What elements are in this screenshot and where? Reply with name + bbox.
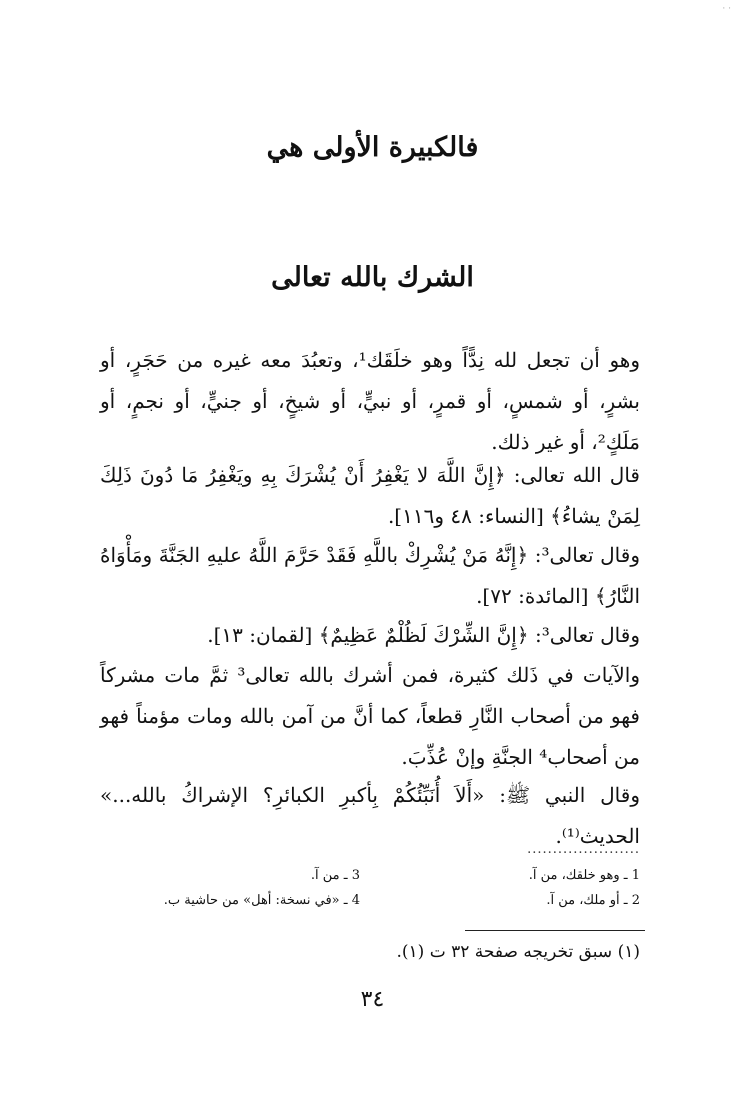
paragraph-verse-nisa: قال الله تعالى: ﴿إِنَّ اللَّهَ لا يَغْفِرُ أَنْ يُشْرَكَ بِهِ ويَغْفِرُ مَا دُونَ ذَلِكَ لِمَنْ يشاءُ﴾ [النساء: ٤٨ و١١٦]. [100, 463, 640, 528]
variant-note-1: 1 ـ وهو خلقك، من آ. [528, 868, 640, 883]
page-number: ٣٤ [360, 987, 385, 1012]
chapter-title: فالكبيرة الأولى هي [266, 132, 479, 163]
footnote-rule [465, 930, 645, 931]
paragraph-verse-maidah: وقال تعالى³: ﴿إِنَّهُ مَنْ يُشْرِكْ باللَّهِ فَقَدْ حَرَّمَ اللَّهُ عليهِ الجَنَّةَ ومَأْوَاهُ النَّارُ﴾ [المائدة: ٧٢]. [100, 543, 640, 608]
paragraph-verse-luqman: وقال تعالى³: ﴿إِنَّ الشِّرْكَ لَظُلْمٌ عَظِيمٌ﴾ [لقمان: ١٣]. [207, 623, 640, 647]
paragraph-ayat: والآيات في ذَلك كثيرة، فمن أشرك بالله تعالى³ ثمَّ مات مشركاً فهو من أصحاب النَّارِ قطعاً، كما أنَّ من آمن بالله ومات مؤمناً فهو من أصحاب⁴ الجنَّةِ وإنْ عُذِّبَ. [100, 663, 640, 769]
variant-note-4: 4 ـ «في نسخة: أهل» من حاشية ب. [163, 893, 360, 908]
footnote: (١) سبق تخريجه صفحة ٣٢ ت (١). [396, 942, 640, 962]
section-title: الشرك بالله تعالى [271, 262, 474, 293]
variant-note-3: 3 ـ من آ. [310, 868, 360, 883]
paragraph-hadith: وقال النبي ﷺ: «أَلاَ أُنَبِّئُكُمْ بِأكبرِ الكبائرِ؟ الإشراكُ بالله...» الحديث⁽¹⁾. [100, 783, 640, 848]
paragraph-definition: وهو أن تجعل لله نِدًّاً وهو خلَقَك¹، وتعبُدَ معه غيره من حَجَرٍ، أو بشرٍ، أو شمسٍ، أو قمرٍ، أو نبيٍّ، أو شيخٍ، أو جنيٍّ، أو نجمٍ، أو مَلَكٍ²، أو غير ذلك. [100, 348, 641, 454]
separator-dots: ...................... [527, 842, 640, 857]
scan-artifact: · · [722, 4, 731, 14]
variant-note-2: 2 ـ أو ملك، من آ. [546, 893, 640, 908]
